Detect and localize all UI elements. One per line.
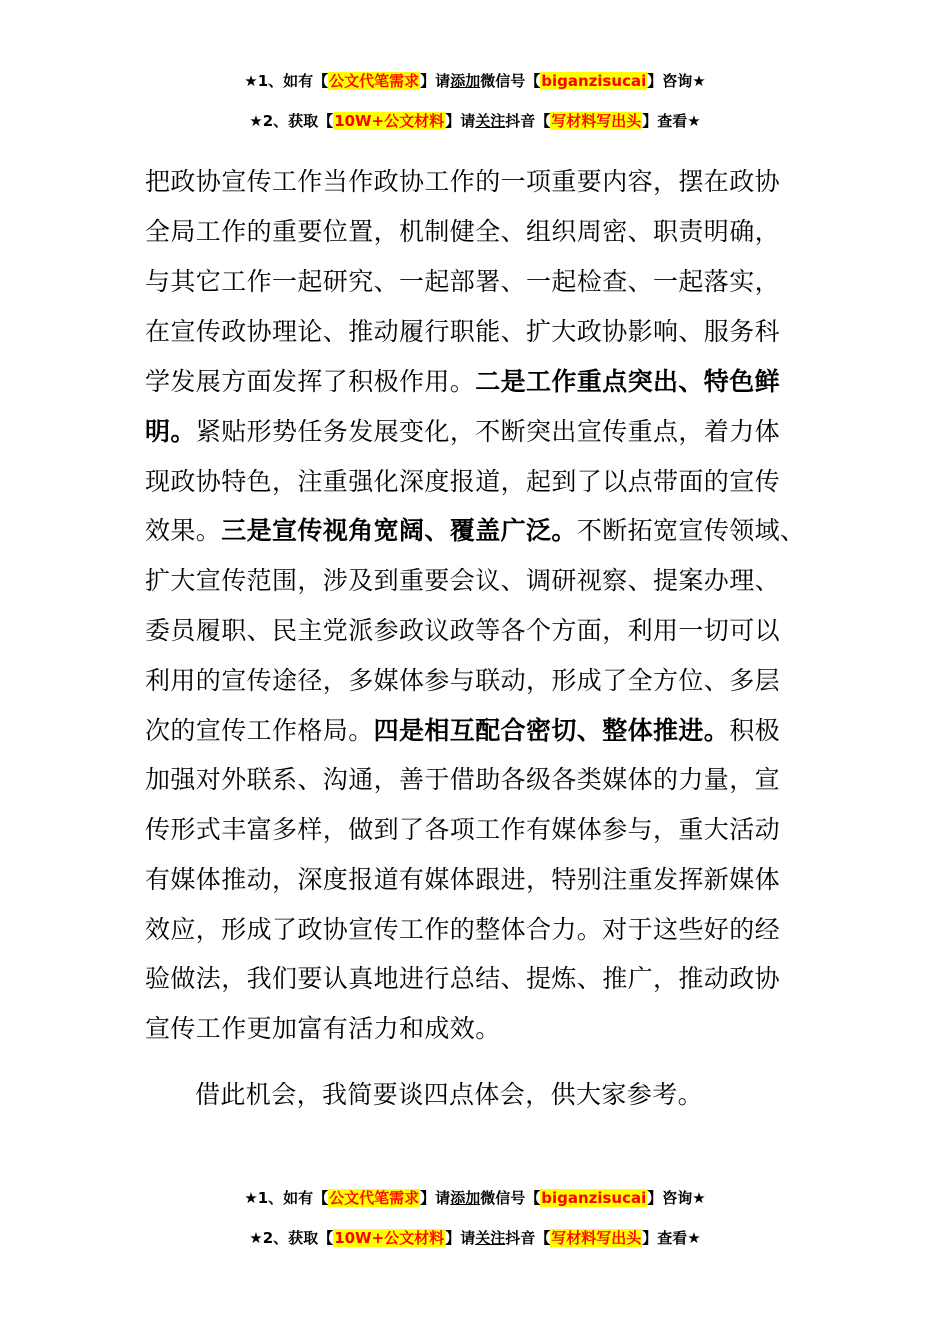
notice-text: 】查看★ [642, 112, 701, 130]
notice-text: 微信号【 [480, 1189, 541, 1207]
bold-heading-point-2-end: 明。 [145, 417, 196, 446]
body-line: 全局工作的重要位置，机制健全、组织周密、职责明确， [145, 217, 781, 246]
body-line [145, 713, 780, 749]
body-line: 传形式丰富多样，做到了各项工作有媒体参与，重大活动 [145, 815, 781, 844]
notice-text: ★2、获取【 [249, 1229, 334, 1247]
footer-notice-line-2 [0, 1227, 950, 1249]
notice-text: 】请 [420, 72, 451, 90]
highlight-materials: 10W+公文材料 [334, 112, 445, 130]
underlined-follow: 关注 [475, 112, 506, 130]
bold-heading-point-4: 四是相互配合密切、整体推进。 [373, 716, 730, 745]
header-notice-line-2 [0, 110, 950, 132]
body-line: 宣传工作更加富有活力和成效。 [145, 1014, 501, 1043]
notice-text: 抖音【 [505, 1229, 551, 1247]
notice-text: ★1、如有【 [244, 72, 329, 90]
highlight-ghostwriting: 公文代笔需求 [329, 72, 420, 90]
highlight-douyin-account: 写材料写出头 [551, 1229, 642, 1247]
notice-text: 】请 [420, 1189, 451, 1207]
body-line: 与其它工作一起研究、一起部署、一起检查、一起落实， [145, 267, 781, 296]
body-line: 验做法，我们要认真地进行总结、提炼、推广，推动政协 [145, 964, 781, 993]
body-text: 紧贴形势任务发展变化，不断突出宣传重点，着力体 [195, 417, 781, 446]
body-text: 积极 [729, 716, 781, 745]
notice-text: 微信号【 [480, 72, 541, 90]
body-line: 利用的宣传途径，多媒体参与联动，形成了全方位、多层 [145, 666, 781, 695]
body-line: 有媒体推动，深度报道有媒体跟进，特别注重发挥新媒体 [145, 865, 781, 894]
highlight-wechat-id: biganzisucai [541, 72, 647, 90]
highlight-douyin-account: 写材料写出头 [551, 112, 642, 130]
body-text: 效果。 [145, 516, 222, 545]
bold-heading-point-3: 三是宣传视角宽阔、覆盖广泛。 [221, 516, 577, 545]
notice-text: 】请 [445, 1229, 476, 1247]
notice-text: 】咨询★ [647, 72, 706, 90]
second-paragraph: 借此机会，我简要谈四点体会，供大家参考。 [195, 1080, 704, 1109]
body-line [145, 414, 780, 450]
notice-text: ★2、获取【 [249, 112, 334, 130]
body-line [145, 364, 780, 400]
notice-text: 】咨询★ [647, 1189, 706, 1207]
body-text: 不断拓宽宣传领域、 [576, 516, 806, 545]
header-notice-line-1 [0, 70, 950, 92]
footer-notice-line-1 [0, 1187, 950, 1209]
highlight-wechat-id: biganzisucai [541, 1189, 647, 1207]
underlined-add: 添加 [450, 1189, 481, 1207]
body-line: 现政协特色，注重强化深度报道，起到了以点带面的宣传 [145, 467, 781, 496]
body-line: 扩大宣传范围，涉及到重要会议、调研视察、提案办理、 [145, 566, 781, 595]
notice-text: ★1、如有【 [244, 1189, 329, 1207]
body-line: 加强对外联系、沟通，善于借助各级各类媒体的力量，宣 [145, 765, 781, 794]
underlined-add: 添加 [450, 72, 481, 90]
body-line: 委员履职、民主党派参政议政等各个方面，利用一切可以 [145, 616, 781, 645]
underlined-follow: 关注 [475, 1229, 506, 1247]
body-text: 学发展方面发挥了积极作用。 [145, 367, 476, 396]
body-line [145, 513, 805, 549]
body-text: 次的宣传工作格局。 [145, 716, 374, 745]
notice-text: 】查看★ [642, 1229, 701, 1247]
notice-text: 抖音【 [505, 112, 551, 130]
body-line: 在宣传政协理论、推动履行职能、扩大政协影响、服务科 [145, 317, 781, 346]
notice-text: 】请 [445, 112, 476, 130]
body-line: 效应，形成了政协宣传工作的整体合力。对于这些好的经 [145, 915, 781, 944]
highlight-materials: 10W+公文材料 [334, 1229, 445, 1247]
highlight-ghostwriting: 公文代笔需求 [329, 1189, 420, 1207]
body-line: 把政协宣传工作当作政协工作的一项重要内容，摆在政协 [145, 167, 781, 196]
bold-heading-point-2: 二是工作重点突出、特色鲜 [475, 367, 781, 396]
